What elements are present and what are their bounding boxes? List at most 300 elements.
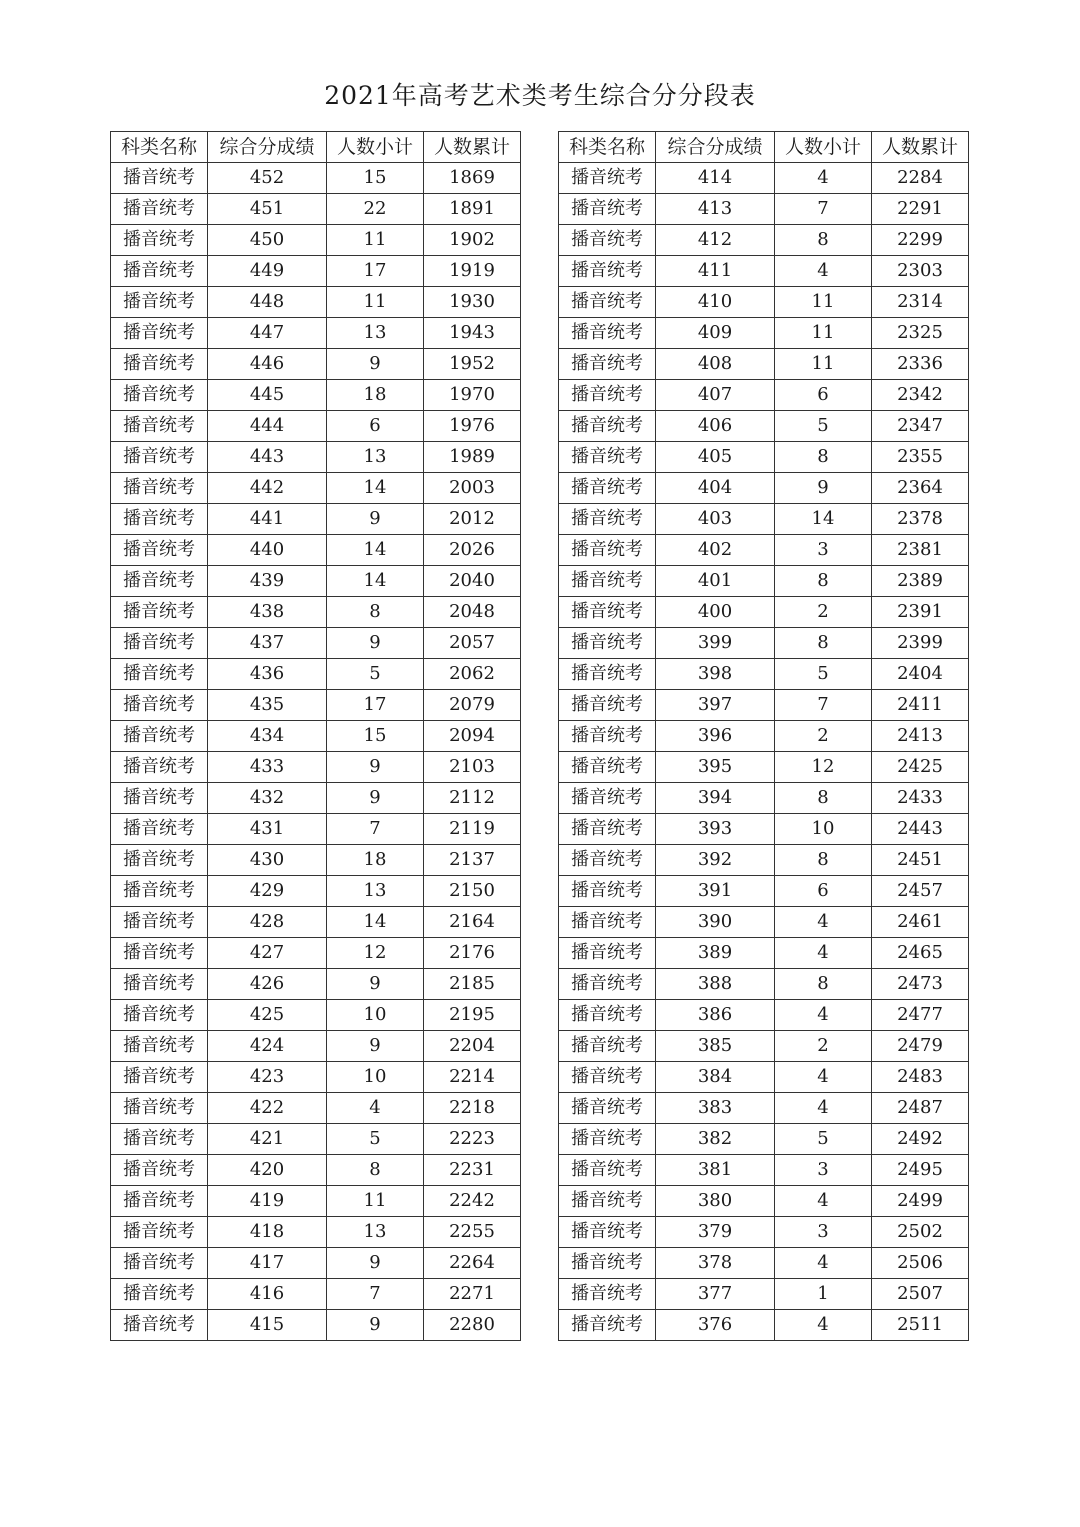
cell-category: 播音统考 [559, 504, 656, 535]
table-row [559, 969, 969, 1000]
table-row [559, 225, 969, 256]
cell-count: 9 [327, 628, 424, 659]
cell-score: 450 [208, 225, 327, 256]
cell-score: 436 [208, 659, 327, 690]
cell-category: 播音统考 [559, 349, 656, 380]
cell-count: 7 [775, 194, 872, 225]
cell-cumulative: 2223 [424, 1124, 521, 1155]
cell-score: 390 [656, 907, 775, 938]
cell-category: 播音统考 [111, 225, 208, 256]
cell-score: 420 [208, 1155, 327, 1186]
cell-count: 5 [775, 1124, 872, 1155]
cell-score: 376 [656, 1310, 775, 1341]
cell-count: 14 [327, 535, 424, 566]
cell-cumulative: 2048 [424, 597, 521, 628]
cell-category: 播音统考 [111, 1062, 208, 1093]
cell-cumulative: 2303 [872, 256, 969, 287]
cell-cumulative: 2040 [424, 566, 521, 597]
cell-cumulative: 2291 [872, 194, 969, 225]
cell-score: 392 [656, 845, 775, 876]
cell-score: 408 [656, 349, 775, 380]
cell-count: 9 [327, 969, 424, 1000]
cell-score: 422 [208, 1093, 327, 1124]
cell-score: 379 [656, 1217, 775, 1248]
cell-category: 播音统考 [111, 411, 208, 442]
cell-cumulative: 2231 [424, 1155, 521, 1186]
cell-category: 播音统考 [559, 1062, 656, 1093]
cell-count: 9 [327, 1031, 424, 1062]
cell-score: 411 [656, 256, 775, 287]
cell-count: 10 [327, 1000, 424, 1031]
cell-category: 播音统考 [559, 1217, 656, 1248]
cell-cumulative: 2057 [424, 628, 521, 659]
cell-score: 415 [208, 1310, 327, 1341]
cell-count: 4 [775, 256, 872, 287]
cell-count: 13 [327, 318, 424, 349]
cell-score: 451 [208, 194, 327, 225]
cell-category: 播音统考 [111, 1186, 208, 1217]
cell-score: 440 [208, 535, 327, 566]
cell-score: 384 [656, 1062, 775, 1093]
cell-category: 播音统考 [559, 969, 656, 1000]
cell-count: 4 [775, 1062, 872, 1093]
cell-count: 5 [327, 659, 424, 690]
cell-count: 8 [327, 1155, 424, 1186]
score-table-right [558, 131, 969, 1341]
table-row [111, 287, 521, 318]
cell-score: 442 [208, 473, 327, 504]
cell-cumulative: 2399 [872, 628, 969, 659]
cell-cumulative: 2364 [872, 473, 969, 504]
table-row [559, 1248, 969, 1279]
cell-category: 播音统考 [111, 938, 208, 969]
table-row [111, 163, 521, 194]
table-row [559, 1186, 969, 1217]
cell-category: 播音统考 [559, 783, 656, 814]
cell-count: 4 [327, 1093, 424, 1124]
cell-score: 405 [656, 442, 775, 473]
header-cumulative: 人数累计 [424, 132, 521, 163]
cell-count: 15 [327, 163, 424, 194]
cell-cumulative: 2411 [872, 690, 969, 721]
header-score: 综合分成绩 [656, 132, 775, 163]
cell-score: 431 [208, 814, 327, 845]
cell-cumulative: 2242 [424, 1186, 521, 1217]
table-row [111, 907, 521, 938]
cell-cumulative: 2264 [424, 1248, 521, 1279]
table-body-right [559, 163, 969, 1341]
table-row [111, 1031, 521, 1062]
cell-count: 5 [775, 411, 872, 442]
table-row [111, 752, 521, 783]
table-row [559, 163, 969, 194]
cell-count: 8 [775, 783, 872, 814]
cell-cumulative: 1976 [424, 411, 521, 442]
cell-count: 11 [775, 349, 872, 380]
table-row [111, 1279, 521, 1310]
cell-category: 播音统考 [559, 1248, 656, 1279]
table-row [559, 380, 969, 411]
cell-category: 播音统考 [111, 721, 208, 752]
cell-count: 14 [327, 907, 424, 938]
cell-category: 播音统考 [559, 1124, 656, 1155]
cell-count: 8 [775, 225, 872, 256]
cell-category: 播音统考 [559, 256, 656, 287]
cell-count: 14 [327, 566, 424, 597]
cell-score: 429 [208, 876, 327, 907]
table-row [559, 349, 969, 380]
cell-cumulative: 2137 [424, 845, 521, 876]
cell-cumulative: 1919 [424, 256, 521, 287]
cell-cumulative: 2477 [872, 1000, 969, 1031]
cell-cumulative: 2314 [872, 287, 969, 318]
table-row [111, 256, 521, 287]
cell-cumulative: 2185 [424, 969, 521, 1000]
cell-count: 22 [327, 194, 424, 225]
cell-cumulative: 2299 [872, 225, 969, 256]
cell-score: 407 [656, 380, 775, 411]
cell-category: 播音统考 [559, 1279, 656, 1310]
cell-category: 播音统考 [111, 473, 208, 504]
cell-category: 播音统考 [111, 1279, 208, 1310]
cell-category: 播音统考 [559, 318, 656, 349]
cell-category: 播音统考 [559, 659, 656, 690]
table-row [111, 411, 521, 442]
cell-count: 13 [327, 442, 424, 473]
cell-cumulative: 2425 [872, 752, 969, 783]
cell-category: 播音统考 [111, 1155, 208, 1186]
cell-cumulative: 2112 [424, 783, 521, 814]
cell-category: 播音统考 [559, 163, 656, 194]
cell-cumulative: 2355 [872, 442, 969, 473]
cell-count: 11 [775, 287, 872, 318]
cell-score: 449 [208, 256, 327, 287]
cell-count: 4 [775, 907, 872, 938]
cell-category: 播音统考 [111, 907, 208, 938]
cell-score: 445 [208, 380, 327, 411]
cell-category: 播音统考 [111, 349, 208, 380]
cell-category: 播音统考 [559, 1310, 656, 1341]
cell-cumulative: 2094 [424, 721, 521, 752]
cell-category: 播音统考 [111, 1093, 208, 1124]
header-count: 人数小计 [775, 132, 872, 163]
cell-category: 播音统考 [559, 442, 656, 473]
cell-cumulative: 2218 [424, 1093, 521, 1124]
cell-score: 389 [656, 938, 775, 969]
cell-score: 433 [208, 752, 327, 783]
table-row [111, 504, 521, 535]
cell-count: 8 [775, 969, 872, 1000]
cell-count: 5 [327, 1124, 424, 1155]
cell-category: 播音统考 [111, 628, 208, 659]
cell-score: 419 [208, 1186, 327, 1217]
cell-score: 388 [656, 969, 775, 1000]
table-row [559, 473, 969, 504]
table-row [111, 1000, 521, 1031]
header-category: 科类名称 [559, 132, 656, 163]
cell-score: 381 [656, 1155, 775, 1186]
cell-count: 4 [775, 1248, 872, 1279]
cell-score: 409 [656, 318, 775, 349]
cell-count: 3 [775, 1217, 872, 1248]
table-row [559, 1093, 969, 1124]
cell-score: 447 [208, 318, 327, 349]
cell-count: 2 [775, 1031, 872, 1062]
cell-cumulative: 2511 [872, 1310, 969, 1341]
cell-category: 播音统考 [559, 566, 656, 597]
cell-score: 396 [656, 721, 775, 752]
cell-cumulative: 2079 [424, 690, 521, 721]
table-row [111, 938, 521, 969]
cell-category: 播音统考 [559, 194, 656, 225]
cell-category: 播音统考 [559, 411, 656, 442]
cell-cumulative: 2483 [872, 1062, 969, 1093]
cell-count: 4 [775, 1093, 872, 1124]
cell-score: 400 [656, 597, 775, 628]
table-row [559, 411, 969, 442]
table-row [111, 845, 521, 876]
cell-category: 播音统考 [559, 597, 656, 628]
cell-category: 播音统考 [111, 504, 208, 535]
cell-score: 377 [656, 1279, 775, 1310]
cell-cumulative: 2506 [872, 1248, 969, 1279]
table-row [111, 1155, 521, 1186]
header-row [111, 132, 521, 163]
table-row [559, 1155, 969, 1186]
table-row [559, 1310, 969, 1341]
cell-category: 播音统考 [111, 783, 208, 814]
table-row [111, 566, 521, 597]
table-row [111, 814, 521, 845]
cell-cumulative: 2062 [424, 659, 521, 690]
cell-category: 播音统考 [111, 690, 208, 721]
cell-count: 8 [775, 628, 872, 659]
cell-cumulative: 2381 [872, 535, 969, 566]
table-row [111, 783, 521, 814]
table-row [559, 845, 969, 876]
cell-count: 8 [327, 597, 424, 628]
cell-cumulative: 2492 [872, 1124, 969, 1155]
cell-category: 播音统考 [559, 721, 656, 752]
table-row [559, 318, 969, 349]
cell-category: 播音统考 [111, 1124, 208, 1155]
cell-count: 7 [775, 690, 872, 721]
cell-cumulative: 2214 [424, 1062, 521, 1093]
cell-score: 404 [656, 473, 775, 504]
cell-cumulative: 2176 [424, 938, 521, 969]
cell-score: 441 [208, 504, 327, 535]
cell-cumulative: 2012 [424, 504, 521, 535]
table-row [111, 969, 521, 1000]
cell-score: 434 [208, 721, 327, 752]
cell-score: 403 [656, 504, 775, 535]
cell-count: 11 [775, 318, 872, 349]
cell-cumulative: 2465 [872, 938, 969, 969]
cell-count: 9 [327, 1310, 424, 1341]
cell-count: 2 [775, 597, 872, 628]
cell-cumulative: 2378 [872, 504, 969, 535]
cell-count: 6 [327, 411, 424, 442]
cell-category: 播音统考 [111, 597, 208, 628]
cell-score: 393 [656, 814, 775, 845]
cell-count: 8 [775, 566, 872, 597]
cell-count: 4 [775, 1310, 872, 1341]
cell-score: 424 [208, 1031, 327, 1062]
cell-cumulative: 2271 [424, 1279, 521, 1310]
cell-category: 播音统考 [559, 907, 656, 938]
table-row [111, 1186, 521, 1217]
table-row [111, 442, 521, 473]
cell-cumulative: 2391 [872, 597, 969, 628]
cell-count: 15 [327, 721, 424, 752]
cell-count: 13 [327, 1217, 424, 1248]
cell-cumulative: 2507 [872, 1279, 969, 1310]
cell-count: 9 [327, 349, 424, 380]
cell-score: 417 [208, 1248, 327, 1279]
cell-category: 播音统考 [559, 752, 656, 783]
cell-category: 播音统考 [559, 1000, 656, 1031]
table-row [111, 659, 521, 690]
table-row [559, 287, 969, 318]
cell-count: 9 [327, 1248, 424, 1279]
cell-count: 3 [775, 1155, 872, 1186]
table-row [559, 504, 969, 535]
cell-category: 播音统考 [111, 1248, 208, 1279]
table-row [559, 1000, 969, 1031]
cell-category: 播音统考 [559, 938, 656, 969]
table-row [559, 1124, 969, 1155]
cell-count: 11 [327, 225, 424, 256]
cell-category: 播音统考 [559, 690, 656, 721]
table-row [559, 876, 969, 907]
cell-cumulative: 2003 [424, 473, 521, 504]
cell-count: 8 [775, 845, 872, 876]
cell-count: 12 [327, 938, 424, 969]
cell-cumulative: 2103 [424, 752, 521, 783]
cell-count: 9 [327, 783, 424, 814]
cell-cumulative: 2342 [872, 380, 969, 411]
table-row [111, 318, 521, 349]
table-row [111, 473, 521, 504]
table-row [111, 628, 521, 659]
cell-score: 437 [208, 628, 327, 659]
cell-cumulative: 1943 [424, 318, 521, 349]
cell-score: 412 [656, 225, 775, 256]
table-row [111, 876, 521, 907]
page-title: 2021年高考艺术类考生综合分分段表 [324, 81, 756, 110]
cell-count: 6 [775, 380, 872, 411]
header-cumulative: 人数累计 [872, 132, 969, 163]
table-row [559, 628, 969, 659]
cell-score: 439 [208, 566, 327, 597]
table-row [111, 1124, 521, 1155]
cell-category: 播音统考 [111, 752, 208, 783]
cell-cumulative: 1930 [424, 287, 521, 318]
cell-count: 14 [327, 473, 424, 504]
cell-score: 413 [656, 194, 775, 225]
cell-score: 438 [208, 597, 327, 628]
table-row [559, 566, 969, 597]
cell-cumulative: 1970 [424, 380, 521, 411]
table-row [111, 690, 521, 721]
cell-category: 播音统考 [559, 876, 656, 907]
cell-category: 播音统考 [111, 163, 208, 194]
cell-count: 17 [327, 256, 424, 287]
cell-count: 5 [775, 659, 872, 690]
cell-cumulative: 1989 [424, 442, 521, 473]
table-row [111, 380, 521, 411]
cell-count: 9 [327, 752, 424, 783]
table-row [559, 194, 969, 225]
cell-category: 播音统考 [111, 1217, 208, 1248]
cell-category: 播音统考 [111, 1310, 208, 1341]
cell-cumulative: 1891 [424, 194, 521, 225]
cell-score: 428 [208, 907, 327, 938]
cell-cumulative: 2473 [872, 969, 969, 1000]
cell-score: 410 [656, 287, 775, 318]
table-row [559, 256, 969, 287]
cell-category: 播音统考 [111, 287, 208, 318]
cell-score: 421 [208, 1124, 327, 1155]
cell-category: 播音统考 [559, 1186, 656, 1217]
cell-cumulative: 2495 [872, 1155, 969, 1186]
cell-category: 播音统考 [559, 535, 656, 566]
cell-cumulative: 2150 [424, 876, 521, 907]
cell-cumulative: 2443 [872, 814, 969, 845]
cell-count: 14 [775, 504, 872, 535]
table-row [559, 535, 969, 566]
cell-count: 18 [327, 380, 424, 411]
cell-count: 1 [775, 1279, 872, 1310]
table-row [559, 442, 969, 473]
cell-count: 4 [775, 1000, 872, 1031]
cell-cumulative: 2325 [872, 318, 969, 349]
cell-score: 435 [208, 690, 327, 721]
cell-score: 399 [656, 628, 775, 659]
cell-count: 7 [327, 814, 424, 845]
table-row [559, 659, 969, 690]
cell-score: 425 [208, 1000, 327, 1031]
table-row [111, 1062, 521, 1093]
cell-count: 9 [327, 504, 424, 535]
cell-category: 播音统考 [111, 969, 208, 1000]
cell-category: 播音统考 [111, 876, 208, 907]
cell-category: 播音统考 [559, 225, 656, 256]
table-row [111, 721, 521, 752]
table-row [559, 907, 969, 938]
cell-cumulative: 2389 [872, 566, 969, 597]
cell-cumulative: 2433 [872, 783, 969, 814]
cell-score: 418 [208, 1217, 327, 1248]
cell-score: 378 [656, 1248, 775, 1279]
cell-score: 448 [208, 287, 327, 318]
table-row [111, 535, 521, 566]
cell-count: 10 [327, 1062, 424, 1093]
table-row [559, 938, 969, 969]
cell-score: 427 [208, 938, 327, 969]
cell-category: 播音统考 [559, 380, 656, 411]
cell-cumulative: 2487 [872, 1093, 969, 1124]
cell-cumulative: 2499 [872, 1186, 969, 1217]
cell-cumulative: 2479 [872, 1031, 969, 1062]
table-row [559, 1217, 969, 1248]
cell-category: 播音统考 [559, 628, 656, 659]
cell-score: 402 [656, 535, 775, 566]
cell-score: 395 [656, 752, 775, 783]
cell-cumulative: 2336 [872, 349, 969, 380]
table-row [111, 1310, 521, 1341]
cell-category: 播音统考 [559, 473, 656, 504]
